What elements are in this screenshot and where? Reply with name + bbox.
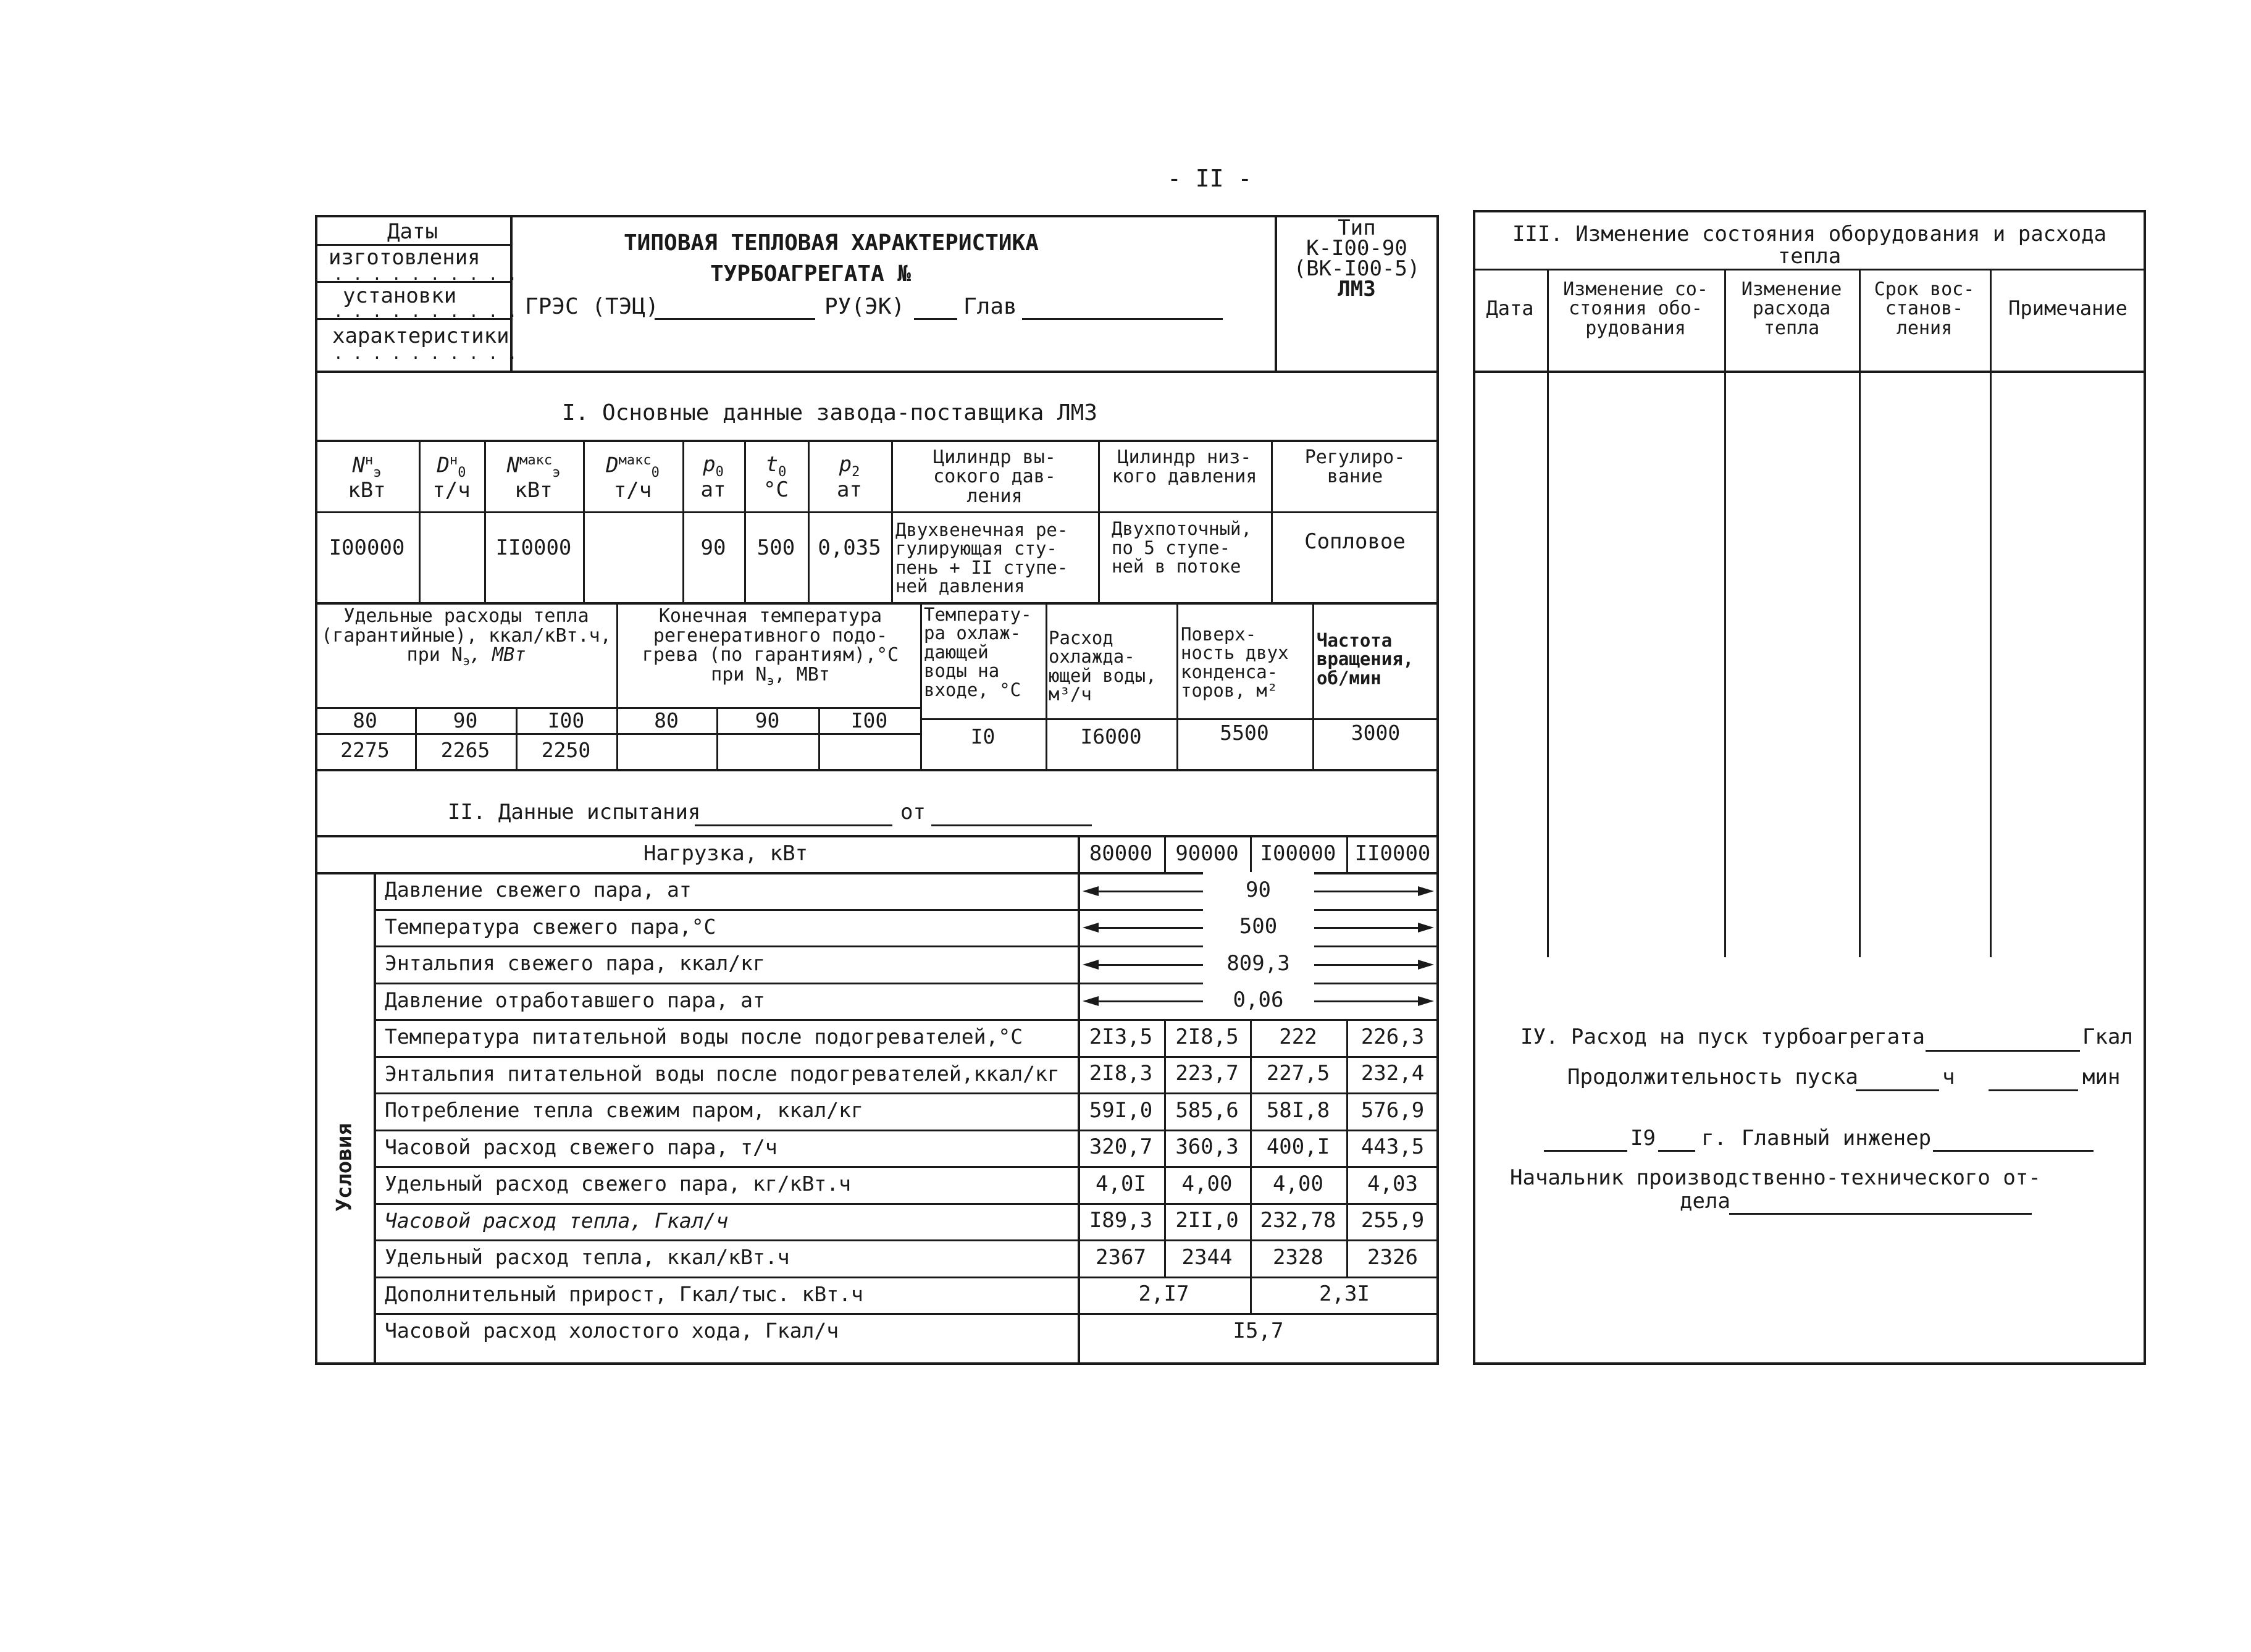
arrow-right-icon — [1418, 996, 1434, 1006]
gres-blank — [655, 318, 815, 320]
test-value-cell: 232,4 — [1360, 1061, 1425, 1086]
cell-divider — [1250, 1277, 1252, 1314]
test-value-cell: 58I,8 — [1266, 1097, 1330, 1123]
cell-divider — [1346, 1056, 1348, 1093]
col-lp-cylinder: Цилиндр низ- кого давления — [1112, 446, 1257, 487]
test-value-cell: 576,9 — [1360, 1097, 1425, 1123]
head-label-line1: Начальник производственно-технического от- — [1510, 1165, 2041, 1190]
arrow-right-icon — [1418, 960, 1434, 970]
glav-blank — [1022, 318, 1223, 320]
feed-temp-load-100: I00 — [850, 708, 888, 732]
test-value-cell: 4,00 — [1181, 1171, 1233, 1196]
cell-divider — [1250, 1239, 1252, 1277]
cell-divider — [1164, 1166, 1166, 1203]
col-t0: $t_0$ °C — [763, 451, 789, 502]
test-row-label: Часовой расход холостого хода, Гкал/ч — [385, 1319, 839, 1343]
load-100000: I00000 — [1260, 841, 1336, 866]
test-row-label: Давление отработавшего пара, ат — [385, 987, 765, 1012]
val-n-nom: I00000 — [329, 535, 405, 561]
section2-title: II. Данные испытания — [448, 800, 701, 824]
characteristic-label: характеристики — [332, 324, 509, 348]
arrow-left-icon — [1083, 996, 1099, 1006]
heat-rate-100: 2250 — [541, 737, 591, 762]
duration-min-blank — [1989, 1089, 2078, 1091]
cell-divider — [1346, 1166, 1348, 1203]
test-from-label: от — [900, 800, 926, 824]
test-row-label: Удельный расход тепла, ккал/кВт.ч — [385, 1245, 790, 1270]
startup-gcal-blank — [1926, 1050, 2080, 1052]
cell-divider — [1346, 1092, 1348, 1130]
head-signature-blank — [1729, 1213, 2032, 1215]
s3-v3 — [1859, 269, 1861, 957]
test-value-cell: 2II,0 — [1175, 1208, 1239, 1233]
glav-label: Глав — [963, 294, 1017, 319]
test-value-cell: 255,9 — [1360, 1208, 1425, 1233]
test-blank — [695, 824, 892, 826]
test-value-cell: 443,5 — [1360, 1134, 1425, 1160]
cell-divider — [1164, 1019, 1166, 1056]
rotation-speed-label: Частота вращения, об/мин — [1317, 630, 1414, 689]
idle-value: I5,7 — [1233, 1318, 1284, 1343]
heat-rate-load-80: 80 — [353, 708, 377, 732]
cell-divider — [1250, 1130, 1252, 1167]
cell-divider — [1250, 1166, 1252, 1203]
condenser-area-value: 5500 — [1220, 720, 1269, 745]
heat-rate-load-90: 90 — [453, 708, 478, 732]
test-value-cell: 2328 — [1273, 1244, 1323, 1270]
arrow-left-icon — [1083, 923, 1099, 933]
val-p0: 90 — [700, 535, 726, 561]
cell-divider — [1164, 1130, 1166, 1167]
cell-divider — [1346, 1239, 1348, 1277]
col-hp-cylinder: Цилиндр вы- сокого дав- ления — [933, 446, 1056, 507]
conditions-label-wrap — [326, 1099, 363, 1235]
right-frame — [1473, 210, 2146, 1365]
col-d-nom: $D^н_0$ т/ч — [432, 452, 471, 503]
span-value: 809,3 — [1203, 945, 1314, 983]
cell-divider — [1164, 1203, 1166, 1240]
col-n-max: $N^{макс}_э$ кВт — [506, 452, 561, 503]
condenser-area-label: Поверх- ность двух конденса- торов, м² — [1181, 624, 1289, 702]
s1b-v-heatrate — [616, 602, 618, 769]
test-value-cell: 4,00 — [1273, 1171, 1323, 1196]
test-value-cell: 4,0I — [1096, 1171, 1146, 1196]
cooling-flow-label: Расход охлажда- ющей воды, м³/ч — [1049, 627, 1157, 705]
arrow-left-icon — [1083, 960, 1099, 970]
test-value-cell: 4,03 — [1367, 1171, 1418, 1196]
col-note: Примечание — [2008, 296, 2127, 321]
test-row-label: Часовой расход тепла, Гкал/ч — [385, 1208, 729, 1233]
load-header: Нагрузка, кВт — [643, 841, 808, 866]
test-value-cell: 400,I — [1266, 1134, 1330, 1160]
val-n-max: II0000 — [495, 535, 572, 561]
form-title: ТИПОВАЯ ТЕПЛОВАЯ ХАРАКТЕРИСТИКА — [624, 230, 1039, 256]
val-regulation: Сопловое — [1304, 529, 1406, 555]
test-value-cell: 226,3 — [1360, 1024, 1425, 1049]
test-value-cell: 2I8,5 — [1175, 1024, 1239, 1049]
cell-divider — [1346, 1019, 1348, 1056]
cell-divider — [1346, 1130, 1348, 1167]
s1b-rule-bottom — [315, 769, 1439, 771]
s3-v2 — [1724, 269, 1726, 957]
span-value: 90 — [1203, 872, 1314, 909]
cell-divider — [1164, 1092, 1166, 1130]
col-p0: $p_0$ ат — [700, 451, 726, 502]
s1-rule-values — [315, 602, 1439, 605]
cell-divider — [1250, 1019, 1252, 1056]
chief-engineer-label: Главный инженер — [1742, 1126, 1932, 1151]
manufacture-label: изготовления — [329, 245, 480, 270]
test-value-cell: 2I8,3 — [1089, 1061, 1153, 1086]
duration-label: Продолжительность пуска — [1567, 1065, 1858, 1089]
cell-divider — [1346, 1203, 1348, 1240]
test-value-cell: 232,78 — [1260, 1208, 1336, 1233]
page-number: - II - — [1167, 165, 1252, 192]
col-heat-change: Изменение расхода тепла — [1741, 278, 1842, 339]
span-value: 500 — [1203, 909, 1314, 946]
load-90000: 90000 — [1175, 841, 1239, 866]
heat-rate-label: Удельные расходы тепла (гарантийные), ккал/кВт.ч, при $N_э$, МВт — [321, 605, 611, 668]
ru-label: РУ(ЭК) — [824, 294, 905, 319]
incr-value-low: 2,I7 — [1138, 1281, 1189, 1307]
col-date: Дата — [1486, 296, 1534, 321]
arrow-right-icon — [1418, 886, 1434, 896]
conditions-label: Условия — [332, 1123, 358, 1212]
test-row-label: Удельный расход свежего пара, кг/кВт.ч — [385, 1172, 851, 1196]
unit-gcal: Гкал — [2082, 1025, 2133, 1049]
span-value: 0,06 — [1203, 983, 1314, 1020]
test-value-cell: 360,3 — [1175, 1134, 1239, 1160]
dates-label: Даты — [387, 219, 438, 244]
s3-rule-title — [1473, 269, 2146, 270]
test-value-cell: 223,7 — [1175, 1061, 1239, 1086]
date-day-blank — [1544, 1150, 1627, 1152]
from-blank — [931, 824, 1092, 826]
test-value-cell: 320,7 — [1089, 1134, 1153, 1160]
val-d-max — [583, 518, 682, 579]
cell-divider — [1250, 1203, 1252, 1240]
feed-temp-load-90: 90 — [755, 708, 780, 732]
chief-engineer-blank — [1933, 1150, 2094, 1152]
duration-hours-blank — [1856, 1089, 1939, 1091]
s1-rule-head — [315, 511, 1439, 513]
manufacturer: ЛМЗ — [1338, 277, 1376, 301]
col-p2: $p_2$ ат — [837, 451, 862, 502]
test-value-cell: I89,3 — [1089, 1208, 1153, 1233]
cooling-flow-value: I6000 — [1080, 724, 1142, 748]
test-value-cell: 2367 — [1096, 1244, 1146, 1270]
unit-min: мин — [2082, 1065, 2121, 1089]
cooling-temp-value: I0 — [970, 724, 996, 748]
s3-v4 — [1990, 269, 1992, 957]
year-prefix: I9 — [1630, 1126, 1656, 1151]
arrow-left-icon — [1083, 886, 1099, 896]
val-d-nom — [419, 518, 484, 579]
year-blank — [1658, 1150, 1695, 1152]
dots-1: . . . . . . . . . . — [333, 266, 518, 284]
test-value-cell: 585,6 — [1175, 1097, 1239, 1123]
dots-3: . . . . . . . . . . — [333, 345, 518, 363]
cooling-temp-label: Температу- ра охлаж- дающей воды на входе, °C — [924, 604, 1032, 700]
test-row-label: Температура питательной воды после подогревателей,°C — [385, 1025, 1023, 1049]
load-110000: II0000 — [1354, 841, 1431, 866]
s3-v1 — [1547, 269, 1549, 957]
col-d-max: $D^{макс}_0$ т/ч — [606, 452, 660, 503]
year-suffix: г. — [1701, 1126, 1727, 1151]
section3-title: III. Изменение состояния оборудования и расхода тепла — [1512, 222, 2107, 269]
load-80000: 80000 — [1089, 841, 1153, 866]
gres-label: ГРЭС (ТЭЦ) — [525, 294, 659, 319]
cell-divider — [1250, 1056, 1252, 1093]
type-label: Тип — [1338, 216, 1376, 240]
test-row-label: Энтальпия питательной воды после подогревателей,ккал/кг — [385, 1061, 1060, 1086]
unit-hours: ч — [1942, 1065, 1955, 1089]
header-bottom-rule — [315, 371, 1439, 373]
val-lp-cylinder: Двухпоточный, по 5 ступе- ней в потоке — [1112, 518, 1252, 577]
heat-rate-90: 2265 — [440, 737, 490, 762]
dots-2: . . . . . . . . . . — [333, 303, 518, 321]
cell-divider — [1164, 1056, 1166, 1093]
cell-divider — [1164, 1239, 1166, 1277]
test-value-cell: 227,5 — [1266, 1061, 1330, 1086]
test-row-label: Давление свежего пара, ат — [385, 878, 692, 902]
section1-title: I. Основные данные завода-поставщика ЛМЗ — [562, 400, 1097, 426]
val-t0: 500 — [757, 535, 795, 561]
incr-value-high: 2,3I — [1319, 1281, 1370, 1307]
col-equipment-change: Изменение со- стояния обо- рудования — [1563, 278, 1708, 339]
test-row-label: Температура свежего пара,°C — [385, 914, 716, 939]
arrow-right-icon — [1418, 923, 1434, 933]
test-value-cell: 222 — [1279, 1024, 1317, 1049]
test-value-cell: 2344 — [1181, 1244, 1233, 1270]
feed-temp-load-80: 80 — [654, 708, 679, 732]
turbine-type-alt: (ВК-I00-5) — [1293, 256, 1420, 281]
ru-blank — [914, 318, 957, 320]
test-value-cell: 59I,0 — [1089, 1097, 1153, 1123]
col-n-nom: $N^н_э$ кВт — [348, 452, 386, 503]
s3-rule-head — [1473, 371, 2146, 373]
test-row-label: Часовой расход свежего пара, т/ч — [385, 1134, 778, 1159]
test-row-label: Энтальпия свежего пара, ккал/кг — [385, 951, 765, 976]
section4-title: IУ. Расход на пуск турбоагрегата — [1520, 1025, 1926, 1049]
install-label: установки — [343, 283, 457, 308]
cell-divider — [1250, 1092, 1252, 1130]
form-subtitle: ТУРБОАГРЕГАТА № — [710, 261, 912, 287]
heat-rate-80: 2275 — [340, 737, 390, 762]
test-row-label: Потребление тепла свежим паром, ккал/кг — [385, 1098, 863, 1123]
test-value-cell: 2I3,5 — [1089, 1024, 1153, 1049]
val-p2: 0,035 — [818, 535, 881, 561]
feed-temp-label: Конечная температура регенеративного подо- грева (по гарантиям),°C при $N_э$, МВт — [642, 605, 899, 688]
col-regulation: Регулиро- вание — [1304, 446, 1406, 487]
head-label-line2: дела — [1680, 1189, 1730, 1214]
col-restoration-term: Срок вос- станов- ления — [1874, 278, 1975, 339]
val-hp-cylinder: Двухвенечная ре- гулирующая сту- пень + II ступе- ней давления — [895, 519, 1068, 597]
heat-rate-load-100: I00 — [547, 708, 585, 732]
rotation-speed-value: 3000 — [1351, 720, 1401, 745]
test-value-cell: 2326 — [1367, 1244, 1418, 1270]
test-row-label: Дополнительный прирост, Гкал/тыс. кВт.ч — [385, 1281, 863, 1306]
turbine-type: К-I00-90 — [1306, 236, 1407, 261]
